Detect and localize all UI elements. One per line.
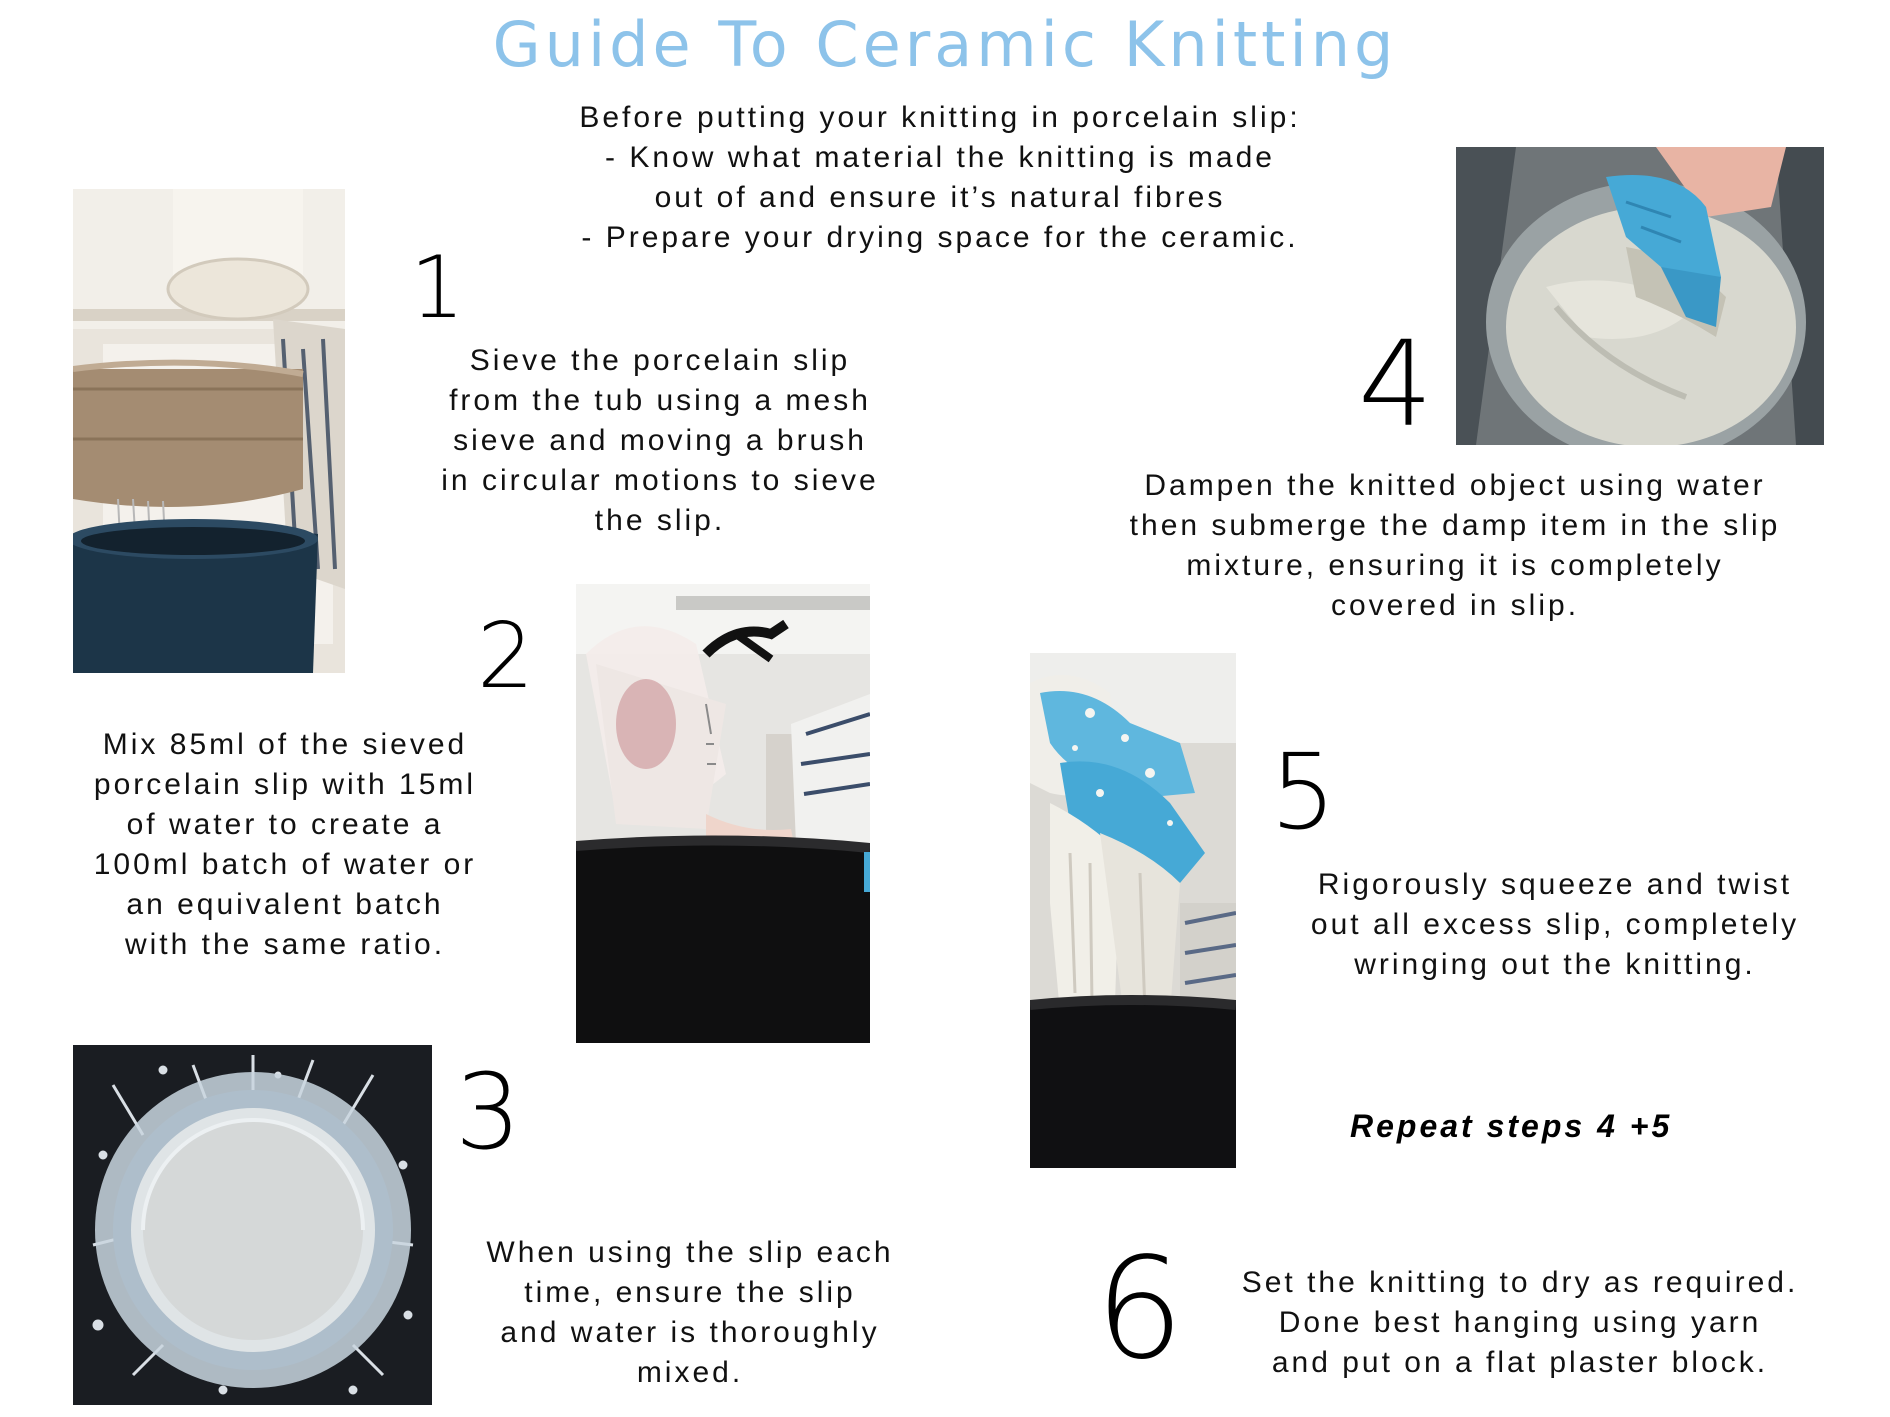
step3-line: and water is thoroughly: [500, 1316, 880, 1349]
step6-number: 6: [1095, 1228, 1185, 1391]
step1-line: the slip.: [594, 504, 726, 537]
step2-line: 100ml batch of water or: [93, 848, 477, 881]
intro-line: Before putting your knitting in porcelain slip:: [579, 101, 1301, 134]
step2-number: 2: [477, 604, 535, 709]
step5-line: Rigorously squeeze and twist: [1317, 868, 1793, 901]
step5-line: out all excess slip, completely: [1310, 908, 1800, 941]
step4-line: covered in slip.: [1330, 589, 1580, 622]
step1-line: sieve and moving a brush: [453, 424, 867, 457]
intro-line: - Know what material the knitting is made: [605, 141, 1275, 174]
step2-line: porcelain slip with 15ml: [93, 768, 477, 801]
step3-photo: [73, 1045, 432, 1405]
step3-line: When using the slip each: [486, 1236, 894, 1269]
step3-text: [445, 1233, 935, 1393]
step5-text: [1265, 865, 1845, 985]
intro-line: out of and ensure it’s natural fibres: [654, 181, 1226, 214]
step6-line: Set the knitting to dry as required.: [1241, 1266, 1799, 1299]
step6-line: and put on a flat plaster block.: [1271, 1346, 1769, 1379]
step6-text: [1200, 1263, 1840, 1383]
step2-line: an equivalent batch: [126, 888, 444, 921]
step2-line: Mix 85ml of the sieved: [102, 728, 468, 761]
step3-line: mixed.: [636, 1356, 744, 1389]
step4-line: mixture, ensuring it is completely: [1186, 549, 1724, 582]
step1-number: 1: [410, 238, 465, 338]
step2-text: [55, 725, 515, 965]
step1-line: from the tub using a mesh: [449, 384, 871, 417]
page-title: Guide To Ceramic Knitting: [492, 8, 1398, 81]
intro-line: - Prepare your drying space for the ceramic.: [581, 221, 1299, 254]
step1-photo: [73, 189, 345, 673]
step4-line: then submerge the damp item in the slip: [1129, 509, 1781, 542]
step4-number: 4: [1358, 315, 1434, 453]
step4-photo: [1456, 147, 1824, 445]
step5-photo: [1030, 653, 1236, 1168]
intro-text: [480, 98, 1400, 258]
step1-text: [405, 341, 915, 541]
step2-line: with the same ratio.: [124, 928, 446, 961]
repeat-note: Repeat steps 4 +5: [1350, 1108, 1673, 1144]
step1-line: in circular motions to sieve: [441, 464, 879, 497]
step5-number: 5: [1270, 731, 1337, 853]
step3-line: time, ensure the slip: [524, 1276, 856, 1309]
step3-number: 3: [455, 1051, 522, 1173]
step4-line: Dampen the knitted object using water: [1144, 469, 1766, 502]
step6-line: Done best hanging using yarn: [1278, 1306, 1762, 1339]
step4-text: [1085, 466, 1825, 626]
step5-line: wringing out the knitting.: [1354, 948, 1756, 981]
step1-line: Sieve the porcelain slip: [469, 344, 851, 377]
step2-photo: [576, 584, 870, 1043]
step2-line: of water to create a: [126, 808, 444, 841]
